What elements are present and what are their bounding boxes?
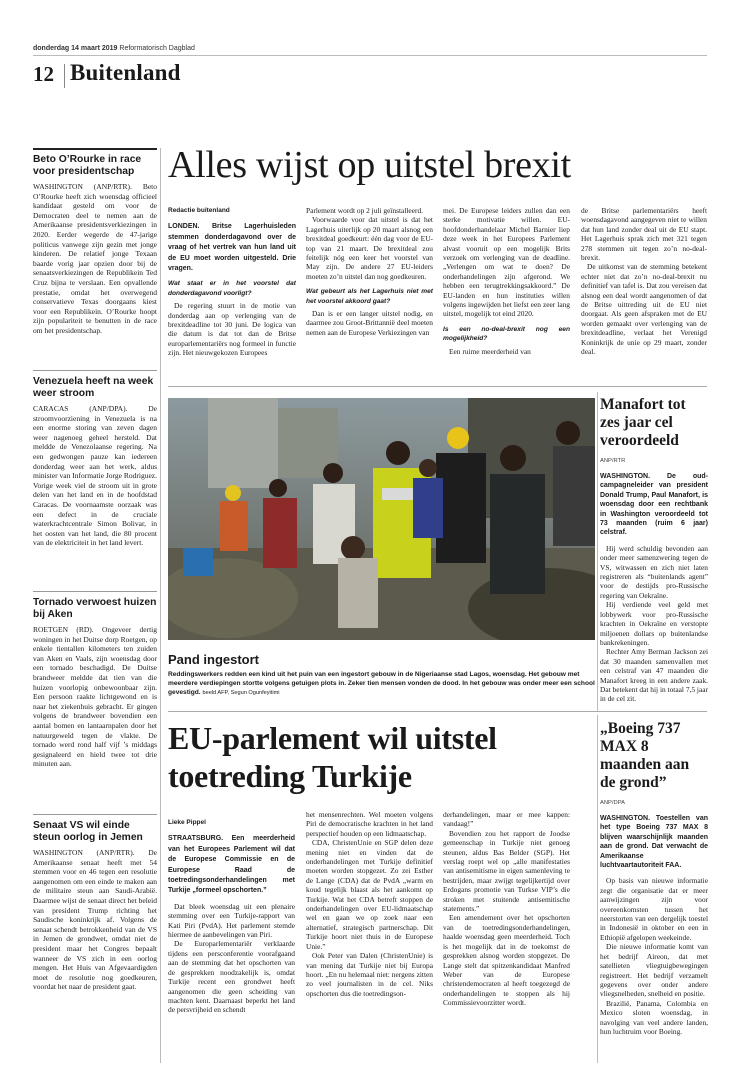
eu-column-3 (443, 810, 570, 1063)
rail-article-title: Beto O’Rourke in race voor presidentschap (33, 154, 142, 177)
paragraph: het mensenrechten. Wel moeten volgens Piri de democratische krachten in het land perspectief houden op een lidmaatschap. (306, 810, 433, 838)
rail-article-body: CARACAS (ANP/DPA). De stroomvoorziening in Venezuela is na een enorme storing van zeven dagen weer nagenoeg geheel hersteld. Dat meldde de Venezolaanse regering. Na een gedwongen pauze kan iedereen donderdag weer aan het werk, aldus minister van Informatie Jorge Rodriguez. Vorige week viel de stroom uit in grote delen van het land en in de hoofdstad Caracas. De voornaamste oorzaak was een defect in de cruciale waterkrachtcentrale Simon Bolivar, in het oosten van het land, die 80 procent van de elektriciteit in het land levert. (33, 404, 157, 548)
manafort-article (600, 396, 708, 704)
column-rule (597, 715, 598, 1063)
paragraph: Dat bleek woensdag uit een plenaire stemming over een Turkije-rapport van Kati Piri (PvdA). Het parlement stemde hiermee de aanbevelingen van Piri. (168, 901, 295, 940)
rail-article-venezuela (33, 376, 157, 548)
photo-title: Pand ingestort (168, 652, 260, 667)
manafort-headline: Manafort tot zes jaar cel veroordeeld (600, 396, 686, 449)
paragraph: Hij verdiende veel geld met lobbywerk voor pro-Russische krachten in Oekraïne en verstopte miljoenen dollars op buitenlandse bankrekeningen. (600, 600, 708, 647)
eu-column-2 (306, 810, 433, 1063)
page-separator (64, 64, 65, 88)
brexit-column-2 (306, 206, 433, 374)
eu-headline (168, 719, 497, 795)
rail-article-body: WASHINGTON (ANP/RTR). De Amerikaanse senaat heeft met 54 stemmen voor en 46 tegen een resolutie aangenomen om een einde te maken aan de militaire steun aan Saudi-Arabië. Daarmee wijst de senaat direct het beleid van president Trump richting het Saudische koninkrijk af. Volgens de senaat schendt betrokkenheid van de VS in Jemen de grondwet, omdat niet de president maar het Congres bepaalt wanneer de VS zich in een oorlog mengen. Het Huis van Afgevaardigden moet de resolutie nog goedkeuren, voordat het naar de president gaat. (33, 848, 157, 992)
paragraph: mei. De Europese leiders zullen dan een sterke motivatie willen. EU-hoofdonderhandelaar Michel Barnier liep deze week in het Europees Parlement alvast vooruit op een mogelijk Brits verzoek om verlenging van de deadline. „Verlengen om wat te doen? De onderhandelingen zijn afgerond. We hebben een terugtrekkingsakkoord.” De EU-landen en hun instituties willen volgens ingewijden het liefst een zeer lang uitstel, mogelijk tot eind 2020. (443, 206, 570, 319)
paragraph: Bovendien zou het rapport de Joodse gemeenschap in Turkije niet genoeg steunen, aldus Bas Belder (SGP). Het verslag roept wel op „alle manifestaties van antisemitisme in eigen samenleving te bestrijden, maar zwijgt tegelijkertijd over Erdogans promotie van Turkse VIP’s die stroken met stuitende antisemitische statements.” (443, 828, 570, 914)
section-title: Buitenland (70, 60, 181, 85)
paragraph: derhandelingen, maar er mee kappen: vandaag!” (443, 810, 570, 829)
brexit-column-1 (168, 206, 296, 374)
paragraph: Hij werd schuldig bevonden aan onder meer samenzwering tegen de VS, witwassen en zich niet laten registreren als “buitenlands agent” voor de destijds pro-Russische regering van Oekraïne. (600, 543, 708, 600)
paragraph: Ook Peter van Dalen (ChristenUnie) is van mening dat Turkije niet bij Europa hoort. „En nu helemaal niet: nergens zitten zo veel journalisten in de cel. Niks opschorten dus die toetredingson- (306, 951, 433, 998)
rail-article-orourke (33, 154, 157, 336)
byline: Redactie buitenland (168, 207, 230, 214)
rail-separator (33, 591, 157, 592)
rail-separator (33, 814, 157, 815)
rescue-photo-illustration (168, 398, 595, 640)
paragraph: De regering stuurt in de motie van donderdag aan op verlenging van de brexitdeadline tot 30 juni. De logica van die datum is dat tot dan de Britse europarlementariërs nog formeel in functie zijn. Het nieuwgekozen Europees (168, 301, 296, 358)
section-rule (168, 386, 707, 387)
rail-article-title: Tornado verwoest huizen bij Aken (33, 597, 157, 620)
byline: Lieke Pippel (168, 819, 206, 826)
photo-caption (168, 670, 595, 698)
headline-line: EU-parlement wil uitstel (168, 720, 497, 756)
brexit-column-4 (581, 206, 707, 374)
paragraph: Die nieuwe informatie komt van het bedrijf Aireon, dat met satellieten vliegtuigbewegingen registreert. Het bedrijf verzamelt gegevens over onder andere vliegsnelheden, snelheid en positie. (600, 942, 708, 999)
rail-separator (33, 370, 157, 371)
paragraph: Dan is er een langer uitstel nodig, en daarmee zou Groot-Brittannië deel moeten nemen aan de Europese Verkiezingen van (306, 309, 433, 337)
dateline: donderdag 14 maart 2019 Reformatorisch Dagblad (33, 45, 195, 52)
paragraph: Op basis van nieuwe informatie zegt die organisatie dat er meer aanwijzingen zijn voor overeenkomsten tussen het neerstorten van een dergelijk toestel in Indonesië in oktober en een in Ethiopië afgelopen weekeinde. (600, 876, 708, 942)
rail-article-title: Venezuela heeft na week weer stroom (33, 376, 154, 399)
paragraph: CDA, ChristenUnie en SGP delen deze mening niet en vinden dat de onderhandelingen met Turkije definitief moeten worden stopgezet. Zo zei Esther de Lange (CDA) dat de PvdA „warm en koud tegelijk blaast als het aankomt op Turkije. Wat het CDA betreft stoppen de onderhandelingen over EU-lidmaatschap wel en gaan we op zoek naar een alternatief, strategisch partnerschap. Dit Turkije hoort niet thuis in de Europese Unie.” (306, 838, 433, 951)
subhead: Is een no-deal-brexit nog een mogelijkheid? (443, 325, 570, 343)
paragraph: Parlement wordt op 2 juli geïnstalleerd. (306, 206, 423, 215)
source-tag: ANP/DPA (600, 800, 626, 806)
paragraph: Voorwaarde voor dat uitstel is dat het Lagerhuis uiterlijk op 20 maart alsnog een brexitdeal goedkeurt: één dag voor de EU-top van 21 maart. De brexitdeal zou feitelijk nóg een keer het voorstel van May zijn. De andere 27 EU-leiders moeten zo’n uitstel dan nog goedkeuren. (306, 215, 433, 281)
rail-top-rule (33, 148, 157, 150)
photo-credit: beeld AFP, Segun Ogunfeyitimi (202, 690, 280, 696)
top-rule (33, 55, 707, 56)
paragraph: Een ruime meerderheid van (449, 346, 531, 356)
lead: STRAATSBURG. Een meerderheid van het Europees Parlement wil dat de Europese Commissie en de Europese Raad de toetredingsonderhandelingen met Turkije „formeel opschorten.” (168, 835, 295, 895)
section-rule (168, 711, 707, 712)
lead: LONDEN. Britse Lagerhuisleden stemmen donderdagavond over de vraag of het vertrek van hun land uit de EU moet worden uitgesteld. Drie vragen. (168, 223, 296, 273)
brexit-column-3 (443, 206, 570, 374)
paragraph: De Europarlementariër verklaarde tijdens een persconferentie voorafgaand aan de stemming dat het opschorten van de gesprekken noodzakelijk is, omdat Turkije recent een grondwet heeft aangenomen die geen scheiding van machten kent. Daarnaast beperkt het land de persvrijheid en schendt (168, 939, 295, 1015)
caption-text: Reddingswerkers redden een kind uit het puin van een ingestort gebouw in de Nigeriaanse stad Lagos, woensdag. Het gebouw met meerdere verdiepingen stortte volgens getuigen plots in. Zeker tien mensen vonden de dood. In het gebouw was onder meer een school gevestigd. (168, 671, 595, 696)
column-rule (160, 148, 161, 1063)
subhead: Wat staat er in het voorstel dat donderdagavond voorligt? (168, 280, 296, 297)
paragraph: Een amendement over het opschorten van de toetredingsonderhandelingen, haalde woensdag geen meerderheid. Toch is het mogelijk dat in de toekomst de gesprekken alsnog worden stopgezet. De Lange stelt dat spitzenkandidaat Manfred Weber van de Europese christendemocraten al heeft toegezegd de onderhandelingen te stoppen als hij Commissievoorzitter wordt. (443, 913, 570, 1008)
news-photo (168, 398, 595, 640)
page-number: 12 (33, 62, 54, 86)
subhead: Wat gebeurt als het Lagerhuis niet met het voorstel akkoord gaat? (306, 288, 433, 305)
paragraph: de Britse parlementariërs heeft woensdagavond aangegeven niet te willen dat hun land zonder deal uit de EU stapt. Het Lagerhuis sprak zich met 321 tegen 278 stemmen uit tegen zo’n no-deal-brexit. (581, 206, 707, 263)
paragraph: De uitkomst van de stemming betekent echter niet dat zo’n no-deal-brexit nu definitief van tafel is. Dat zou vereisen dat alsnog een deal wordt aangenomen of dat de Britse uittreding uit de EU niet doorgaat. Als geen afspraken met de EU worden gemaakt over verlenging van de brexitdeadline, verlaat het Verenigd Koninkrijk de unie op 29 maart, zonder deal. (581, 262, 707, 357)
brexit-headline: Alles wijst op uitstel brexit (168, 144, 571, 186)
rail-article-title: Senaat VS wil einde steun oorlog in Jemen (33, 820, 143, 843)
rail-article-body: ROETGEN (RD). Ongeveer dertig woningen in het Duitse dorp Roetgen, op enkele tientallen kilometers ten zuiden van Aken en Vaals, zijn woensdag door een tornado beschadigd. De Duitse brandweer meldde dat tien van die huizen voorlopig onbewoonbaar zijn. Een persoon raakte lichtgewond en is naar het ziekenhuis gebracht. Er gingen volgens de brandweer bovendien een aantal bomen en lantaarnpalen door het natuurgeweld tegen de vlakte. De tornado werd rond half vijf ’s middags gesignaleerd en hield twee tot drie minuten aan. (33, 625, 157, 769)
rail-article-body: WASHINGTON (ANP/RTR). Beto O’Rourke heeft zich woensdag officieel kandidaat gesteld om voor de Democraten deel te nemen aan de Amerikaanse presidentsverkiezingen in 2020. Eerder wegerde de 47-jarige politicus vanwege zijn gezin met jonge kinderen. De relatief jonge Texaan baarde vorig jaar opzien door bij de senaatsverkiezingen de Republikein Ted Cruz bijna te verslaan. Een opvallende prestatie, omdat het overwegend conservatieve Texas doorgaans kiest voor een Republikein. O’Rourke hoopt zijn populariteit te benutten in de race om het presidentschap. (33, 182, 157, 335)
source-tag: ANP/RTR (600, 458, 626, 464)
rail-article-tornado (33, 597, 157, 769)
paragraph: Brazilië, Panama, Colombia en Mexico sloten woensdag, in navolging van veel andere landen, hun luchtruim voor Boeing. (600, 998, 708, 1036)
paragraph: Rechter Amy Berman Jackson zei dat 30 maanden samenvallen met een celstraf van 47 maanden die Manafort kreeg in een andere zaak. Dat betekent dat hij in totaal 7,5 jaar in de cel zit. (600, 647, 708, 704)
boeing-article (600, 720, 708, 1036)
column-rule (597, 392, 598, 712)
rail-article-jemen (33, 820, 157, 992)
eu-column-1 (168, 818, 295, 1063)
lead: WASHINGTON. De oud-campagneleider van president Donald Trump, Paul Manafort, is woensdag door een rechtbank in Washington veroordeeld tot 73 maanden (ruim 6 jaar) celstraf. (600, 473, 708, 537)
headline-line: toetreding Turkije (168, 758, 412, 794)
lead: WASHINGTON. Toestellen van het type Boeing 737 MAX 8 blijven waarschijnlijk maanden aan de grond. Dat verwacht de Amerikaanse luchtvaartautoriteit FAA. (600, 815, 708, 870)
boeing-headline: „Boeing 737 MAX 8 maanden aan de grond” (600, 720, 690, 791)
